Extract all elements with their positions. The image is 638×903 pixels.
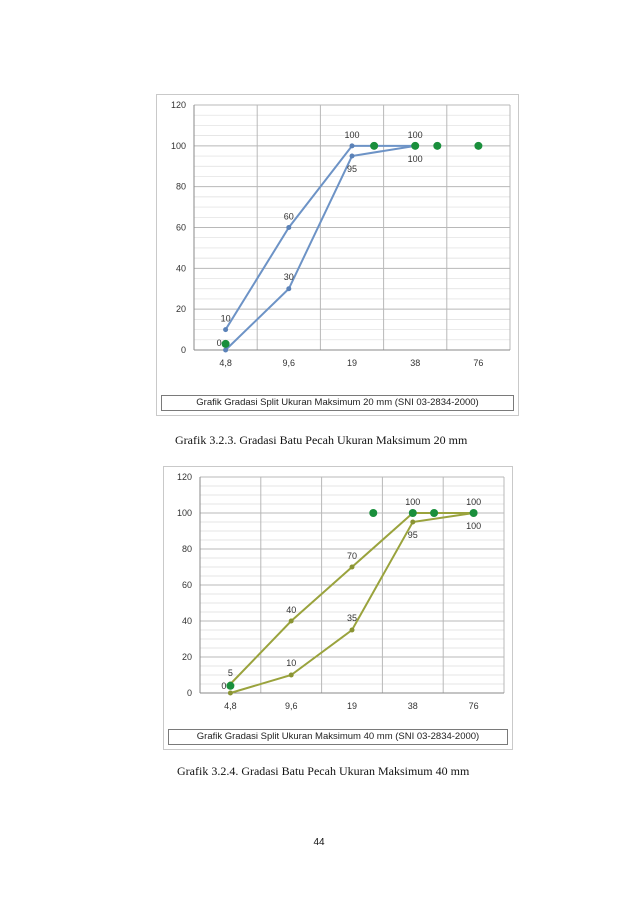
chart1-y-tick-label: 120 [170, 100, 186, 110]
chart1-green-marker [222, 340, 230, 348]
chart1-data-label: 95 [346, 164, 358, 175]
chart2-green-marker [369, 509, 377, 517]
chart1-data-label: 100 [344, 129, 360, 140]
chart1-series-1-point [350, 143, 355, 148]
chart2-green-marker [430, 509, 438, 517]
chart2-y-tick-label: 100 [176, 508, 192, 518]
chart1-y-tick-label: 80 [175, 181, 186, 192]
chart2-data-label: 10 [286, 658, 297, 668]
chart2-y-tick-label: 40 [181, 616, 192, 626]
gradation-chart-40mm [163, 466, 513, 750]
chart2-series-1-point [289, 619, 294, 624]
chart1-data-label: 30 [283, 271, 294, 282]
chart1-x-tick-label: 4,8 [219, 358, 232, 368]
chart2-series-2-point [410, 520, 415, 525]
chart1-y-tick-label: 100 [170, 140, 186, 151]
chart2-data-label: 100 [405, 497, 421, 507]
chart2-data-label: 35 [346, 613, 358, 623]
chart2-data-label: 100 [466, 521, 482, 531]
chart1-green-marker [474, 142, 482, 150]
chart2-series-2-point [350, 628, 355, 633]
chart1-y-tick-label: 20 [175, 304, 186, 315]
chart2-x-tick-label: 38 [407, 701, 418, 711]
chart1-data-label: 0 [216, 338, 222, 348]
chart-plot-20mm [157, 95, 518, 395]
chart1-series-1-point [286, 225, 291, 230]
chart1-series-2-point [223, 348, 228, 353]
chart2-x-tick-label: 76 [468, 701, 479, 711]
chart2-y-tick-label: 80 [181, 544, 192, 554]
chart1-x-tick-label: 38 [410, 358, 421, 368]
chart2-x-tick-label: 9,6 [284, 701, 298, 711]
chart2-y-tick-label: 60 [181, 580, 192, 590]
chart1-y-tick-label: 0 [180, 345, 186, 355]
chart1-data-label: 10 [220, 313, 231, 324]
chart-plot-40mm [164, 467, 512, 729]
chart1-x-tick-label: 9,6 [282, 358, 296, 368]
chart1-x-tick-label: 19 [346, 358, 358, 368]
chart1-data-label: 100 [407, 129, 423, 140]
chart1-green-marker [433, 142, 441, 150]
chart1-y-tick-label: 40 [175, 263, 186, 274]
chart1-green-marker [370, 142, 378, 150]
page-number: 44 [313, 837, 325, 848]
figure-caption-40mm: Grafik 3.2.4. Gradasi Batu Pecah Ukuran Maksimum 40 mm [177, 764, 470, 778]
chart1-series-2-point [286, 286, 291, 291]
chart1-y-tick-label: 60 [175, 222, 186, 233]
chart-title-20mm: Grafik Gradasi Split Ukuran Maksimum 20 mm (SNI 03-2834-2000) [161, 395, 514, 411]
chart2-data-label: 5 [227, 668, 233, 678]
chart2-data-label: 100 [466, 497, 482, 507]
chart2-series-1-point [350, 565, 355, 570]
chart1-series-1-point [223, 327, 228, 332]
chart2-green-marker [470, 509, 478, 517]
chart2-data-label: 0 [221, 681, 227, 691]
chart1-data-label: 100 [407, 153, 423, 164]
chart2-series-2-point [228, 691, 233, 696]
chart1-x-tick-label: 76 [473, 358, 484, 368]
chart2-x-tick-label: 4,8 [224, 701, 237, 711]
chart2-x-tick-label: 19 [346, 701, 358, 711]
figure-caption-20mm: Grafik 3.2.3. Gradasi Batu Pecah Ukuran Maksimum 20 mm [175, 433, 468, 447]
chart2-green-marker [409, 509, 417, 517]
chart2-data-label: 40 [286, 605, 297, 615]
chart2-data-label: 70 [346, 551, 358, 561]
gradation-chart-20mm [156, 94, 519, 416]
chart2-green-marker [226, 682, 234, 690]
chart2-y-tick-label: 120 [176, 472, 192, 482]
chart-title-40mm: Grafik Gradasi Split Ukuran Maksimum 40 mm (SNI 03-2834-2000) [168, 729, 508, 745]
chart2-y-tick-label: 20 [181, 652, 192, 662]
chart1-series-2-point [350, 154, 355, 159]
chart1-green-marker [411, 142, 419, 150]
chart2-y-tick-label: 0 [186, 688, 192, 698]
chart1-data-label: 60 [283, 211, 294, 222]
chart2-series-1-line [227, 513, 473, 684]
chart2-data-label: 95 [407, 530, 418, 540]
chart2-series-2-point [289, 673, 294, 678]
